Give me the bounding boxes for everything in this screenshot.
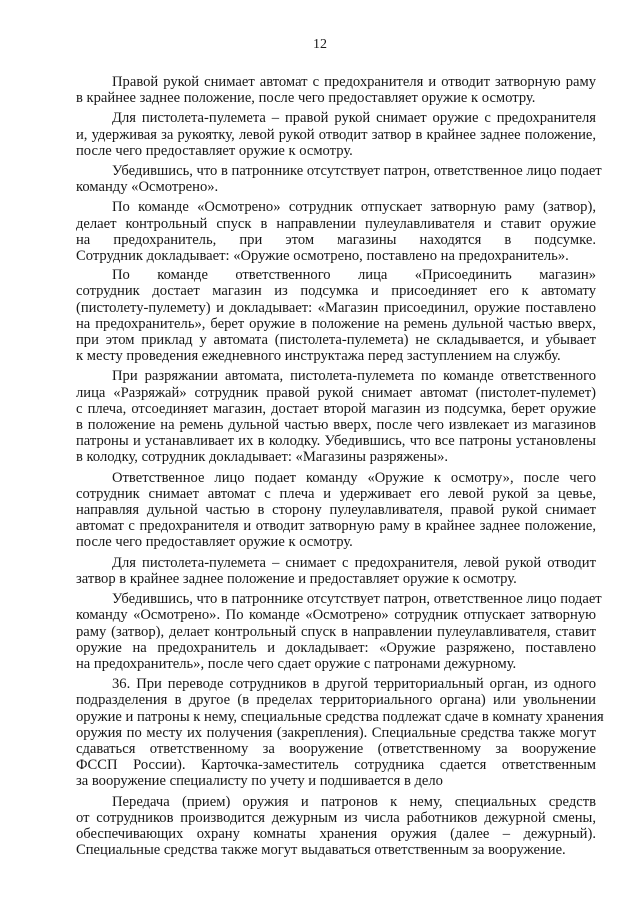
text-line: после чего предоставляет оружие к осмотру. — [76, 534, 353, 551]
text-line: оружие и патроны к нему, специальные средства подлежат сдаче в комнату хранения — [76, 708, 604, 725]
text-line: в крайнее заднее положение, после чего предоставляет оружие к осмотру. — [76, 90, 536, 107]
text-line: на предохранитель», берет оружие в положение на ремень дульной частью вверх, — [76, 315, 596, 332]
text-line: за вооружение специалисту по учету и подшивается в дело — [76, 773, 443, 790]
paragraph — [76, 470, 596, 551]
paragraph — [76, 110, 596, 159]
text-line: после чего предоставляет оружие к осмотру. — [76, 142, 353, 159]
text-line: патроны и устанавливает их в колодку. Убедившись, что все патроны установлены — [76, 433, 596, 450]
text-line: в колодку, сотрудник докладывает: «Магазины разряжены». — [76, 449, 449, 466]
text-line: на предохранитель, при этом магазины находятся в подсумке. — [76, 231, 596, 248]
text-line: При разряжании автомата, пистолета-пулемета по команде ответственного — [112, 368, 596, 385]
paragraph — [76, 794, 596, 859]
text-line: к месту проведения ежедневного инструктажа перед заступлением на службу. — [76, 348, 561, 365]
text-line: затвор в крайнее заднее положение и предоставляет оружие к осмотру. — [76, 570, 517, 587]
paragraph — [76, 267, 596, 364]
text-line: Убедившись, что в патроннике отсутствует патрон, ответственное лицо подает — [112, 163, 602, 180]
text-line: Для пистолета-пулемета – правой рукой снимает оружие с предохранителя — [112, 110, 596, 127]
text-line: оружие на предохранитель и докладывает: «Оружие разряжено, поставлено — [76, 639, 596, 656]
text-line: команду «Осмотрено». — [76, 179, 219, 196]
text-line: Ответственное лицо подает команду «Оружие к осмотру», после чего — [112, 469, 596, 486]
text-line: (пистолету-пулемету) и докладывает: «Магазин присоединил, оружие поставлено — [76, 299, 596, 316]
text-line: Передача (прием) оружия и патронов к нему, специальных средств — [112, 793, 596, 810]
paragraph — [76, 591, 602, 672]
text-line: ФССП России). Карточка-заместитель сотрудника сдается ответственным — [76, 757, 596, 774]
text-line: сотрудник снимает автомат с плеча и удерживает его левой рукой за цевье, — [76, 485, 596, 502]
text-line: при этом приклад у автомата (пистолета-пулемета) не складывается, и убывает — [76, 332, 596, 349]
text-line: Специальные средства также могут выдаваться ответственным за вооружение. — [76, 842, 566, 859]
text-line: обеспечивающих охрану комнаты хранения оружия (далее – дежурный). — [76, 825, 596, 842]
text-line: направляя дульной частью в сторону пулеулавливателя, правой рукой снимает — [76, 502, 596, 519]
text-line: По команде «Осмотрено» сотрудник отпускает затворную раму (затвор), — [112, 199, 596, 216]
document-body — [76, 74, 604, 859]
text-line: и, удерживая за рукоятку, левой рукой отводит затвор в крайнее заднее положение, — [76, 126, 596, 143]
text-line: подразделения в другое (в пределах территориального органа) или увольнении — [76, 692, 596, 709]
text-line: По команде ответственного лица «Присоединить магазин» — [112, 267, 596, 284]
text-line: Убедившись, что в патроннике отсутствует патрон, ответственное лицо подает — [112, 591, 602, 608]
paragraph — [76, 368, 596, 465]
text-line: Для пистолета-пулемета – снимает с предохранителя, левой рукой отводит — [112, 554, 596, 571]
page-number: 12 — [313, 37, 327, 52]
paragraph — [76, 555, 596, 587]
paragraph — [76, 676, 604, 790]
paragraph — [76, 163, 602, 196]
text-line: сдаваться ответственному за вооружение (ответственному за вооружение — [76, 740, 596, 757]
text-line: делает контрольный спуск в направлении пулеулавливателя и ставит оружие — [76, 215, 596, 232]
text-line: на предохранитель», после чего сдает оружие с патронами дежурному. — [76, 655, 517, 672]
text-line: автомат с предохранителя и отводит затворную раму в крайнее заднее положение, — [76, 518, 596, 535]
paragraph — [76, 74, 596, 106]
text-line: Сотрудник докладывает: «Оружие осмотрено, поставлено на предохранитель». — [76, 248, 569, 265]
text-line: с плеча, отсоединяет магазин, достает второй магазин из подсумка, берет оружие — [76, 400, 596, 417]
text-line: команду «Осмотрено». По команде «Осмотрено» сотрудник отпускает затворную — [76, 607, 596, 624]
text-line: 36. При переводе сотрудников в другой территориальный орган, из одного — [112, 676, 596, 693]
text-line: от сотрудников производится дежурным из числа работников дежурной смены, — [76, 809, 596, 826]
paragraph — [76, 199, 596, 264]
text-line: раму (затвор), делает контрольный спуск в направлении пулеулавливателя, ставит — [76, 623, 596, 640]
text-line: в положение на ремень дульной частью вверх, после чего извлекает из магазинов — [76, 417, 596, 434]
text-line: лица «Разряжай» сотрудник правой рукой снимает автомат (пистолет-пулемет) — [76, 384, 596, 401]
text-line: сотрудник достает магазин из подсумка и присоединяет его к автомату — [76, 283, 596, 300]
text-line: Правой рукой снимает автомат с предохранителя и отводит затворную раму — [112, 74, 596, 90]
text-line: оружия по месту их получения (закрепления). Специальные средства также могут — [76, 724, 596, 741]
